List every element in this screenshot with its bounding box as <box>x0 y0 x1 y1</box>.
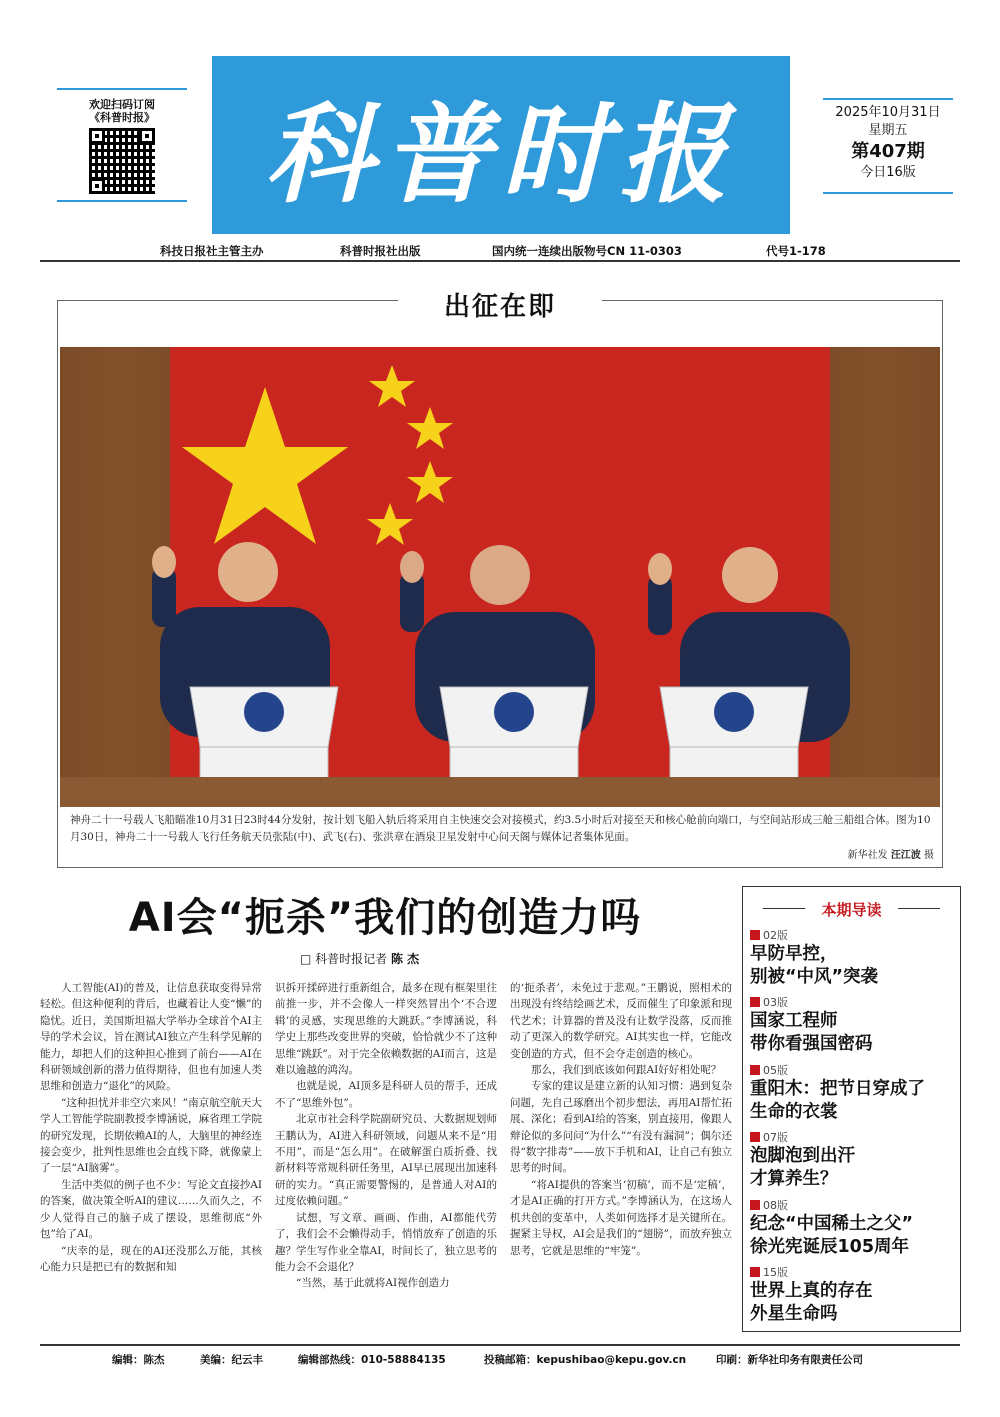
guide-item-version: 08版 <box>763 1199 788 1212</box>
article-column-3 <box>510 980 732 1336</box>
paragraph: 人工智能(AI)的普及，让信息获取变得异常轻松。但这种便利的背后，也藏着让人变“懒”的隐忧。近日，美国斯坦福大学举办全球首个AI主导的学术会议，旨在测试AI独立产生科学见解的能力，却把人们的这种担心推到了前台——AI在科研领域创新的潜力值得期待，但也有加速人类思维和创造力“退化”的风险。 <box>40 982 262 1093</box>
paragraph: 北京市社会科学院副研究员、大数据规划师王鹏认为，AI进入科研领域，问题从来不是“用不用”，而是“怎么用”。在破解蛋白质折叠、找新材料等常规科研任务里，AI早已展现出加速科研的实力。“真正需要警惕的，是普通人对AI的过度依赖问题。” <box>275 1113 497 1208</box>
guide-item[interactable] <box>750 1062 960 1124</box>
guide-item-headline: 国家工程师 带你看强国密码 <box>750 1011 873 1054</box>
subscribe-qr-block <box>57 88 187 202</box>
guide-item-headline: 泡脚泡到出汗 才算养生？ <box>750 1146 855 1189</box>
issue-guide-box <box>742 886 961 1332</box>
red-square-icon <box>750 1200 760 1210</box>
guide-item[interactable] <box>750 927 960 989</box>
flag-backdrop-illustration <box>60 347 940 807</box>
guide-item-version: 15版 <box>763 1266 788 1279</box>
mission-emblem-icon <box>494 692 534 732</box>
paragraph: “这种担忧并非空穴来风！”南京航空航天大学人工智能学院副教授李博涵说，麻省理工学院的研究发现，长期依赖AI的人，大脑里的神经连接会变少，批判性思维也会直线下降，就像蒙上了一层“AI脑雾”。 <box>40 1096 262 1175</box>
paragraph: 的‘扼杀者’，未免过于悲观。”王鹏说，照相术的出现没有终结绘画艺术，反而催生了印象派和现代艺术；计算器的普及没有让数学没落，反而推动了更深入的数学研究。AI其实也一样，它能改变创造的方式，但不会夺走创造的核心。 <box>510 982 732 1060</box>
cn-number-text: 国内统一连续出版物号CN 11-0303 <box>492 244 682 258</box>
astronauts-photo[interactable] <box>60 347 940 807</box>
credit-name: 汪江波 <box>890 850 921 861</box>
issue-number: 第407期 <box>851 141 925 162</box>
mission-emblem-icon <box>714 692 754 732</box>
paragraph: 识拆开揉碎进行重新组合，最多在现有框架里往前推一步，并不会像人一样突然冒出个‘不合逻辑’的灵感，实现思维的大跳跃。”李博涵说，科学史上那些改变世界的突破，恰恰就少不了这种思维“跳跃”。对于完全依赖数据的AI而言，这是难以逾越的鸿沟。 <box>275 982 497 1077</box>
page-footer <box>40 1344 960 1370</box>
guide-item-version: 07版 <box>763 1131 788 1144</box>
article-headline[interactable]: AI会“扼杀”我们的创造力吗 <box>128 895 642 941</box>
masthead-title-block <box>212 56 790 234</box>
photo-caption: 神舟二十一号载人飞船瞄准10月31日23时44分发射，按计划飞船入轨后将采用自主快速交会对接模式，约3.5小时后对接至天和核心舱前向端口，与空间站形成三舱三船组合体。图为10月30日，神舟二十一号载人飞行任务航天员张陆(中)、武飞(右)、张洪章在酒泉卫星发射中心问天阁与媒体记者集体见面。 <box>70 814 931 843</box>
guide-item[interactable] <box>750 1197 960 1259</box>
guide-item-headline: 早防早控， 别被“中风”突袭 <box>750 944 879 987</box>
paragraph: “庆幸的是，现在的AI还没那么万能，其核心能力只是把已有的数据和知 <box>40 1244 262 1273</box>
guide-title: 本期导读 <box>743 899 960 920</box>
guide-item-version: 05版 <box>763 1064 788 1077</box>
guide-item-headline: 世界上真的存在 外星生命吗 <box>750 1281 873 1324</box>
footer-editor: 编辑：陈杰 <box>112 1354 165 1366</box>
photo-credit <box>848 846 934 861</box>
postal-code-text: 代号1-178 <box>766 244 826 258</box>
red-square-icon <box>750 997 760 1007</box>
paragraph: 生活中类似的例子也不少：写论文直接抄AI的答案，做决策全听AI的建议……久而久之，不少人觉得自己的脑子成了摆设，思维彻底“外包”给了AI。 <box>40 1178 262 1241</box>
sponsor-text: 科技日报社主管主办 <box>160 244 264 258</box>
article-byline <box>300 950 419 967</box>
red-square-icon <box>750 1267 760 1277</box>
byline-name: 陈 杰 <box>390 952 420 966</box>
issue-pages: 今日16版 <box>860 165 916 180</box>
paragraph: 也就是说，AI顶多是科研人员的帮手，还成不了“思维外包”。 <box>275 1080 497 1109</box>
article-column-2 <box>275 980 497 1336</box>
newspaper-title: 科普时报 <box>264 91 737 218</box>
paragraph: 试想，写文章、画画、作曲，AI都能代劳了，我们会不会懒得动手，悄悄放弃了创造的乐趣？学生写作业全靠AI，时间长了，独立思考的能力会不会退化？ <box>275 1211 497 1273</box>
paragraph: 专家的建议是建立新的认知习惯：遇到复杂问题，先自己琢磨出个初步想法，再用AI帮忙拓展、深化；看到AI给的答案，别直接用，像跟人辩论似的多问问“为什么”“有没有漏洞”；偶尔还得“数字排毒”——放下手机和AI，让自己有独立思考的时间。 <box>510 1080 732 1175</box>
credit-source: 新华社发 <box>847 850 888 861</box>
issue-weekday: 星期五 <box>868 123 908 138</box>
photo-section-title: 出征在即 <box>443 292 556 322</box>
publisher-text: 科普时报社出版 <box>340 244 421 258</box>
guide-item-version: 02版 <box>763 929 788 942</box>
footer-email[interactable]: 投稿邮箱：kepushibao@kepu.gov.cn <box>484 1354 687 1366</box>
paragraph: “当然，基于此就将AI视作创造力 <box>296 1277 450 1290</box>
footer-art-editor: 美编：纪云丰 <box>200 1354 263 1366</box>
credit-suffix: 摄 <box>924 850 934 861</box>
paragraph: “将AI提供的答案当‘初稿’，而不是‘定稿’，才是AI正确的打开方式。”李博涵认为，在这场人机共创的变革中，人类如何选择才是关键所在。握紧主导权，AI会是我们的“翅膀”，而放弃独立思考，它就是思维的“牢笼”。 <box>510 1178 732 1257</box>
red-square-icon <box>750 1065 760 1075</box>
guide-item-headline: 重阳木：把节日穿成了 生命的衣裳 <box>750 1079 925 1122</box>
footer-hotline: 编辑部热线：010-58884135 <box>298 1354 446 1366</box>
guide-item[interactable] <box>750 994 960 1056</box>
guide-item-headline: 纪念“中国稀土之父” 徐光宪诞辰105周年 <box>750 1214 914 1257</box>
qr-code-icon[interactable] <box>89 128 155 194</box>
article-column-1 <box>40 980 262 1336</box>
guide-item[interactable] <box>750 1129 960 1191</box>
guide-item[interactable] <box>750 1264 960 1326</box>
sub-masthead <box>40 240 960 262</box>
guide-item-version: 03版 <box>763 996 788 1009</box>
red-square-icon <box>750 1132 760 1142</box>
issue-info <box>823 98 953 194</box>
qr-label-1: 欢迎扫码订阅 <box>89 98 155 111</box>
red-square-icon <box>750 930 760 940</box>
paragraph: 那么，我们到底该如何跟AI好好相处呢？ <box>531 1064 722 1077</box>
issue-date: 2025年10月31日 <box>835 105 941 120</box>
byline-prefix: □ 科普时报记者 <box>300 952 388 966</box>
qr-label-2: 《科普时报》 <box>89 111 155 124</box>
mission-emblem-icon <box>244 692 284 732</box>
footer-printer: 印刷：新华社印务有限责任公司 <box>716 1354 863 1366</box>
